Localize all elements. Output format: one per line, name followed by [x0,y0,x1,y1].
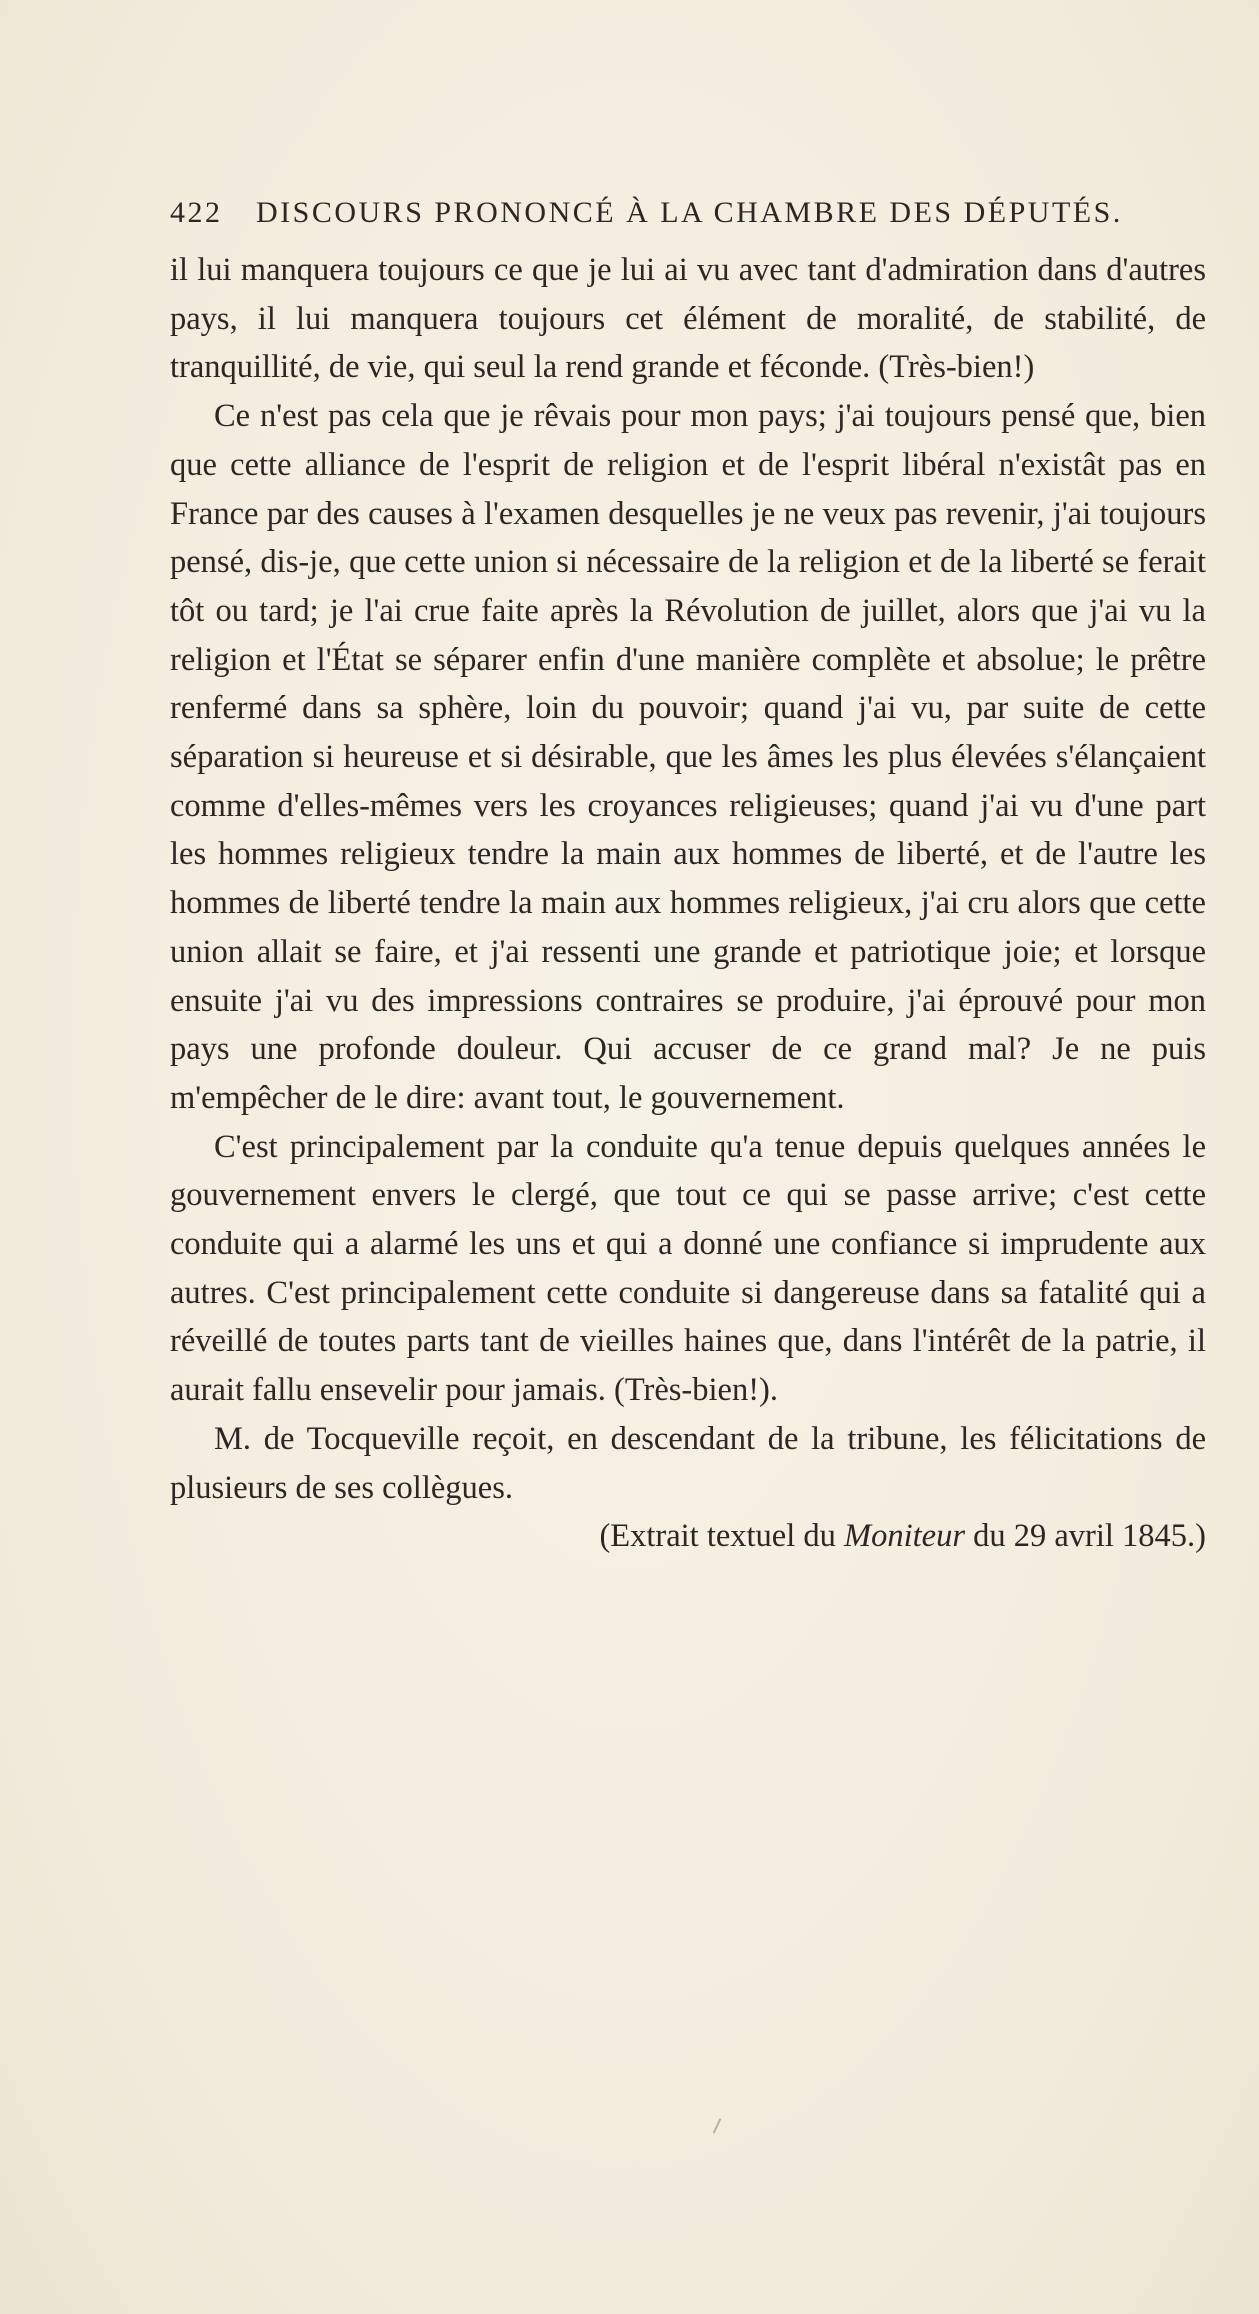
page-number: 422 [170,196,223,229]
paragraph-2: Ce n'est pas cela que je rêvais pour mon pays; j'ai toujours pensé que, bien que cette alliance de l'esprit de religion et de l'esprit libéral n'existât pas en France par des causes à l'examen desquelles je ne veux pas revenir, j'ai toujours pensé, dis-je, que cette union si nécessaire de la religion et de la liberté se ferait tôt ou tard; je l'ai crue faite après la Révolution de juillet, alors que j'ai vu la religion et l'État se séparer enfin d'une manière complète et absolue; le prêtre renfermé dans sa sphère, loin du pouvoir; quand j'ai vu, par suite de cette séparation si heureuse et si désirable, que les âmes les plus élevées s'élançaient comme d'elles-mêmes vers les croyances religieuses; quand j'ai vu d'une part les hommes religieux tendre la main aux hommes de liberté, et de l'autre les hommes de liberté tendre la main aux hommes religieux, j'ai cru alors que cette union allait se faire, et j'ai ressenti une grande et patriotique joie; et lorsque ensuite j'ai vu des impressions contraires se produire, j'ai éprouvé pour mon pays une profonde douleur. Qui accuser de ce grand mal? Je ne puis m'empêcher de le dire: avant tout, le gouvernement. [170,398,1206,1116]
paragraph-3: C'est principalement par la conduite qu'a tenue depuis quelques années le gouvernement envers le clergé, que tout ce qui se passe arrive; c'est cette conduite qui a alarmé les uns et qui a donné une confiance si imprudente aux autres. C'est principalement cette conduite si dangereuse dans sa fatalité qui a réveillé de toutes parts tant de vieilles haines que, dans l'intérêt de la patrie, il aurait fallu ensevelir pour jamais. (Très-bien!). [170,1128,1206,1409]
paper-speck [713,2118,722,2133]
page-header [170,196,1210,240]
source-prefix: (Extrait textuel du [599,1518,845,1555]
source-citation [170,1512,1206,1561]
source-journal: Moniteur [844,1518,965,1555]
source-suffix: du 29 avril 1845.) [964,1518,1206,1555]
running-title: DISCOURS PRONONCÉ À LA CHAMBRE DES DÉPUTÉS. [256,196,1123,229]
paragraph-4: M. de Tocqueville reçoit, en descendant de la tribune, les félicitations de plusieurs de ses collègues. [170,1420,1206,1506]
paragraph-1: il lui manquera toujours ce que je lui ai vu avec tant d'admiration dans d'autres pays, il lui manquera toujours cet élément de moralité, de stabilité, de tranquillité, de vie, qui seul la rend grande et féconde. (Très-bien!) [170,252,1206,386]
body-text [170,246,1206,1561]
